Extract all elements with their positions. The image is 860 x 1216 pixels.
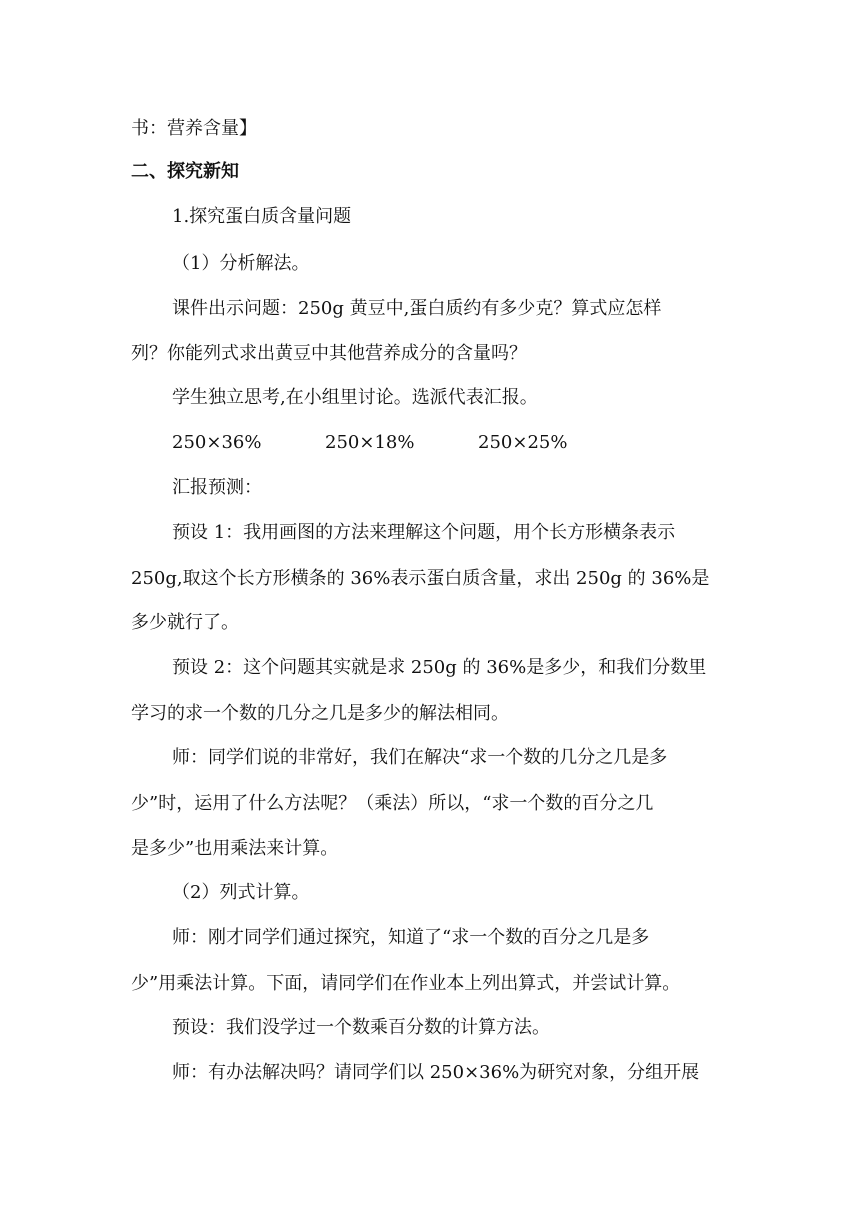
paragraph-line: 250g,取这个长方形横条的 36%表示蛋白质含量，求出 250g 的 36%是 xyxy=(131,568,710,589)
paragraph-line: 列？你能列式求出黄豆中其他营养成分的含量吗？ xyxy=(131,343,527,364)
paragraph-line: 预设 2：这个问题其实就是求 250g 的 36%是多少，和我们分数里 xyxy=(172,657,707,678)
subheading-protein-content: 1.探究蛋白质含量问题 xyxy=(172,206,352,227)
formula-250x25: 250×25% xyxy=(478,432,568,453)
text-line-book-nutrition: 书：营养含量】 xyxy=(131,118,257,139)
paragraph-line: 学习的求一个数的几分之几是多少的解法相同。 xyxy=(131,703,509,724)
paragraph-line: 预设 1：我用画图的方法来理解这个问题，用个长方形横条表示 xyxy=(172,522,676,543)
subheading-analyze-solution: （1）分析解法。 xyxy=(172,253,310,274)
paragraph-line: 少”用乘法计算。下面，请同学们在作业本上列出算式，并尝试计算。 xyxy=(131,973,681,994)
paragraph-line: 师：刚才同学们通过探究，知道了“求一个数的百分之几是多 xyxy=(172,927,650,948)
paragraph-line: 是多少”也用乘法来计算。 xyxy=(131,838,339,859)
formula-250x36: 250×36% xyxy=(172,432,262,453)
paragraph-line: 汇报预测： xyxy=(172,477,262,498)
subheading-list-and-calculate: （2）列式计算。 xyxy=(172,882,310,903)
paragraph-line: 师：有办法解决吗？请同学们以 250×36%为研究对象，分组开展 xyxy=(172,1062,700,1083)
paragraph-line: 预设：我们没学过一个数乘百分数的计算方法。 xyxy=(172,1017,550,1038)
section-heading-explore-new-knowledge: 二、探究新知 xyxy=(131,161,239,182)
paragraph-line: 师：同学们说的非常好，我们在解决“求一个数的几分之几是多 xyxy=(172,747,668,768)
paragraph-line: 少”时，运用了什么方法呢？（乘法）所以，“求一个数的百分之几 xyxy=(131,793,654,814)
formula-250x18: 250×18% xyxy=(325,432,415,453)
paragraph-line: 学生独立思考,在小组里讨论。选派代表汇报。 xyxy=(172,387,538,408)
paragraph-line: 多少就行了。 xyxy=(131,612,239,633)
paragraph-line: 课件出示问题：250g 黄豆中,蛋白质约有多少克？算式应怎样 xyxy=(172,298,662,319)
